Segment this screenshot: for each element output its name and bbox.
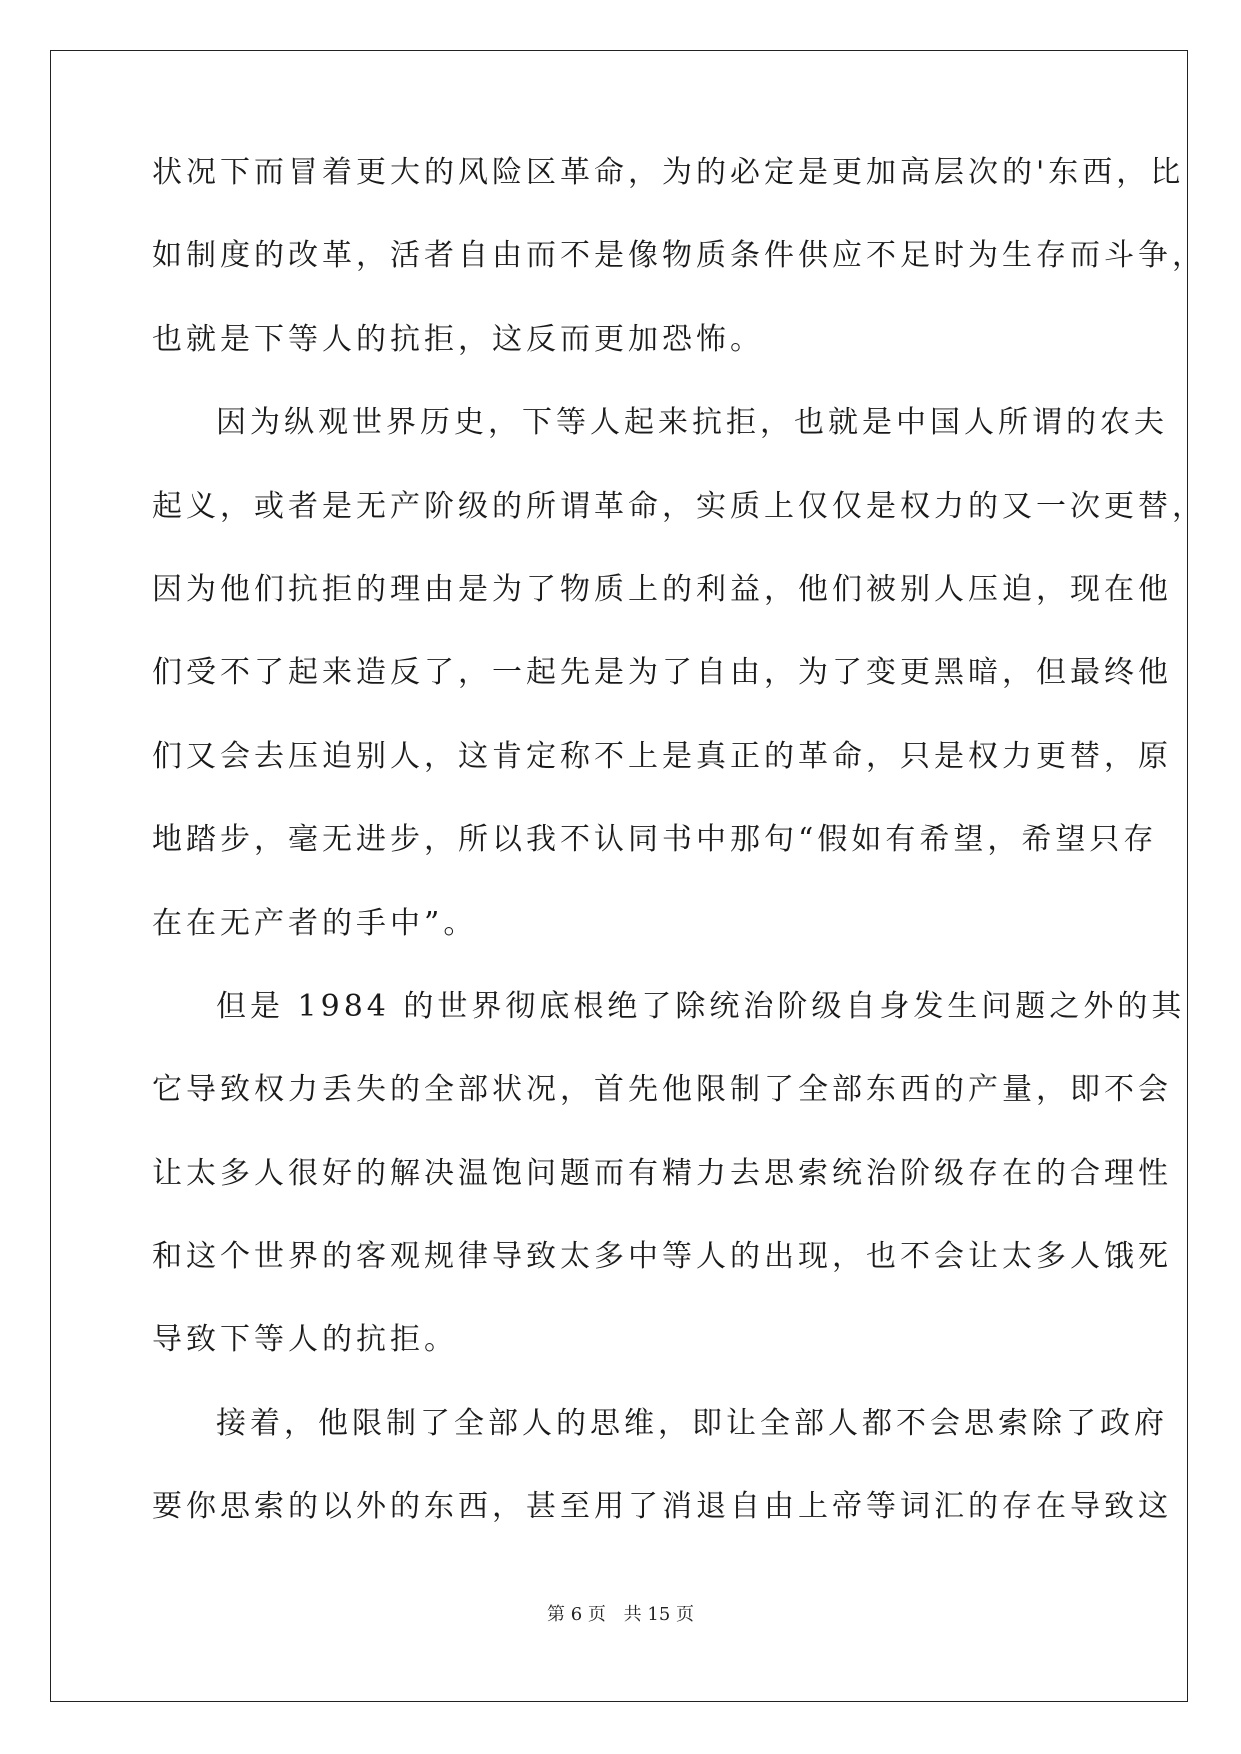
text-line: 地踏步，毫无进步，所以我不认同书中那句“假如有希望，希望只存 [152, 822, 1158, 858]
text-line: 导致下等人的抗拒。 [152, 1322, 458, 1358]
text-line: 如制度的改革，活者自由而不是像物质条件供应不足时为生存而斗争， [152, 238, 1206, 274]
page-footer [0, 1600, 1241, 1626]
text-line: 们又会去压迫别人，这肯定称不上是真正的革命，只是权力更替，原 [152, 738, 1172, 774]
text-line: 让太多人很好的解决温饱问题而有精力去思索统治阶级存在的合理性 [152, 1155, 1172, 1191]
text-line: 因为他们抗拒的理由是为了物质上的利益，他们被别人压迫，现在他 [152, 571, 1172, 607]
text-line: 在在无产者的手中”。 [152, 905, 478, 941]
document-body [152, 155, 1206, 1576]
text-line: 但是 1984 的世界彻底根绝了除统治阶级自身发生问题之外的其 [216, 988, 1186, 1024]
text-line: 接着，他限制了全部人的思维，即让全部人都不会思索除了政府 [216, 1405, 1168, 1441]
text-line: 也就是下等人的抗拒，这反而更加恐怖。 [152, 321, 764, 357]
page-total: 共 15 页 [623, 1604, 694, 1625]
text-line: 因为纵观世界历史，下等人起来抗拒，也就是中国人所谓的农夫 [216, 405, 1168, 441]
text-line: 和这个世界的客观规律导致太多中等人的出现，也不会让太多人饿死 [152, 1239, 1172, 1275]
text-line: 起义，或者是无产阶级的所谓革命，实质上仅仅是权力的又一次更替， [152, 488, 1206, 524]
text-line: 们受不了起来造反了，一起先是为了自由，为了变更黑暗，但最终他 [152, 655, 1172, 691]
text-line: 状况下而冒着更大的风险区革命，为的必定是更加高层次的'东西，比 [152, 155, 1185, 190]
text-line: 它导致权力丢失的全部状况，首先他限制了全部东西的产量，即不会 [152, 1072, 1172, 1108]
text-line: 要你思索的以外的东西，甚至用了消退自由上帝等词汇的存在导致这 [152, 1489, 1172, 1525]
page-number: 第 6 页 [547, 1604, 606, 1625]
